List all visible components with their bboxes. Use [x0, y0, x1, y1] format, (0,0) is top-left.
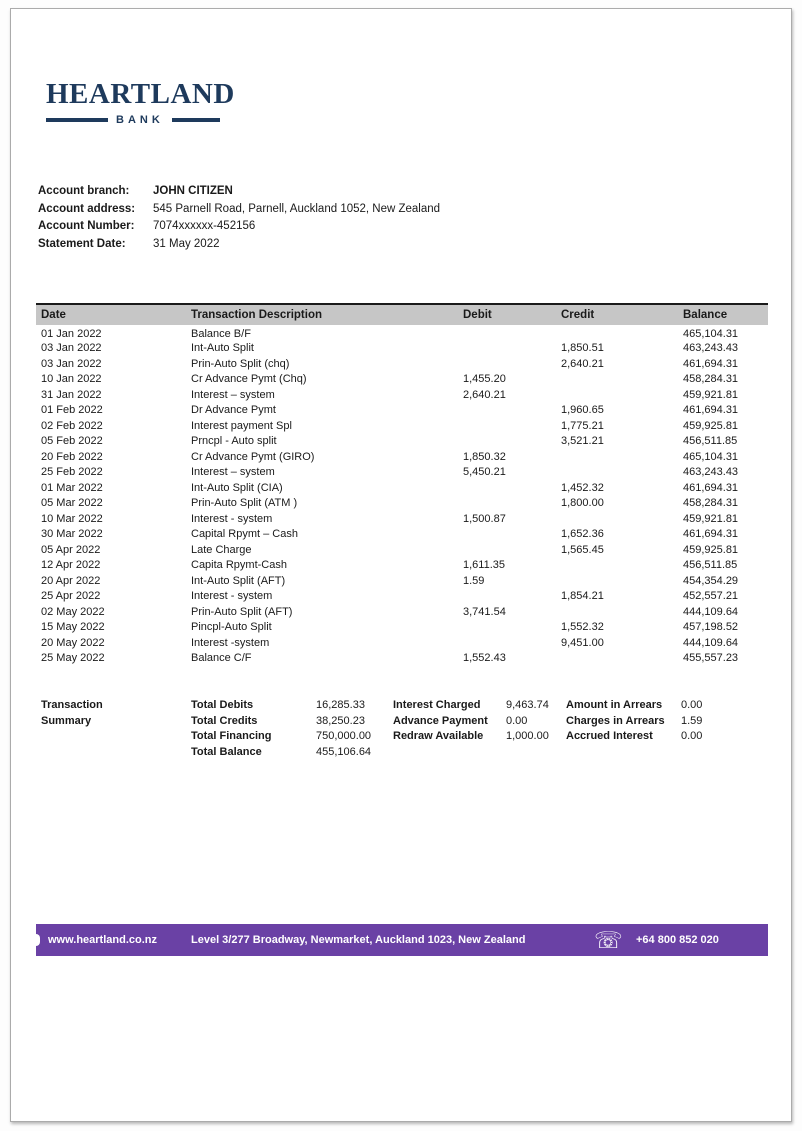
- summary-value: 0.00: [681, 699, 703, 711]
- cell-description: Capita Rpymt-Cash: [191, 559, 287, 572]
- logo-rule-left: [46, 118, 108, 122]
- transaction-table-header: [36, 304, 768, 325]
- summary-value: 1,000.00: [506, 730, 549, 742]
- account-info-label: Account address:: [38, 202, 136, 215]
- account-info-value: 7074xxxxxx-452156: [153, 220, 256, 232]
- summary-label: Total Balance: [191, 745, 262, 758]
- transaction-row: [36, 387, 768, 403]
- cell-debit: 1,850.32: [463, 450, 506, 463]
- cell-date: 02 Feb 2022: [41, 419, 103, 432]
- cell-description: Interest – system: [191, 466, 275, 479]
- cell-date: 25 May 2022: [41, 652, 105, 665]
- cell-description: Interest - system: [191, 590, 273, 603]
- cell-date: 01 Mar 2022: [41, 481, 103, 494]
- summary-row: [566, 714, 702, 730]
- header-debit: Debit: [463, 309, 492, 321]
- cell-date: 03 Jan 2022: [41, 357, 102, 370]
- logo-subtitle-row: [46, 114, 220, 126]
- cell-description: Prin-Auto Split (AFT): [191, 605, 293, 618]
- cell-description: Dr Advance Pymt: [191, 404, 276, 417]
- cell-balance: 452,557.21: [683, 590, 739, 603]
- cell-debit: 1,455.20: [463, 373, 506, 386]
- cell-credit: [561, 511, 683, 527]
- cell-description: Prin-Auto Split (ATM ): [191, 497, 298, 510]
- summary-label: Accrued Interest: [566, 730, 653, 742]
- cell-credit: 3,521.21: [561, 435, 604, 448]
- cell-balance: 461,694.31: [683, 357, 739, 370]
- cell-debit: 1,552.43: [463, 652, 506, 665]
- cell-credit: [561, 372, 683, 388]
- cell-description: Cr Advance Pymt (GIRO): [191, 450, 315, 463]
- summary-value: 1.59: [681, 714, 703, 727]
- summary-row: [566, 698, 702, 714]
- cell-description: Interest payment Spl: [191, 419, 292, 432]
- summary-row: [393, 714, 549, 730]
- transaction-row: [36, 480, 768, 496]
- transaction-rows: [36, 325, 768, 666]
- cell-credit: [561, 449, 683, 465]
- transaction-row: [36, 372, 768, 388]
- summary-row: [393, 698, 549, 714]
- transaction-row: [36, 511, 768, 527]
- cell-date: 20 May 2022: [41, 636, 105, 649]
- cell-description: Balance C/F: [191, 652, 252, 665]
- account-info-value: 31 May 2022: [153, 237, 220, 250]
- phone-icon: ☏: [594, 926, 623, 953]
- cell-debit: [463, 403, 561, 419]
- cell-debit: [463, 341, 561, 357]
- cell-description: Prin-Auto Split (chq): [191, 357, 290, 370]
- cell-description: Int-Auto Split (CIA): [191, 481, 283, 494]
- cell-credit: [561, 387, 683, 403]
- account-info-value: JOHN CITIZEN: [153, 185, 233, 197]
- cell-date: 10 Jan 2022: [41, 373, 102, 386]
- cell-credit: 1,960.65: [561, 404, 604, 417]
- cell-description: Interest – system: [191, 388, 275, 401]
- cell-credit: 1,652.36: [561, 528, 604, 541]
- cell-date: 30 Mar 2022: [41, 528, 103, 541]
- transaction-row: [36, 496, 768, 512]
- transaction-row: [36, 465, 768, 481]
- cell-description: Int-Auto Split: [191, 342, 254, 355]
- cell-date: 05 Feb 2022: [41, 435, 103, 448]
- header-credit: Credit: [561, 309, 595, 321]
- header-date: Date: [41, 309, 66, 321]
- cell-description: Balance B/F: [191, 328, 251, 341]
- cell-balance: 465,104.31: [683, 450, 739, 463]
- cell-debit: [463, 496, 561, 512]
- summary-row: [566, 729, 702, 745]
- summary-title-line1: Transaction: [41, 699, 103, 711]
- cell-date: 05 Apr 2022: [41, 543, 101, 556]
- summary-row: [191, 698, 371, 714]
- footer-bar: [36, 924, 768, 956]
- cell-date: 12 Apr 2022: [41, 559, 101, 572]
- cell-credit: 9,451.00: [561, 636, 604, 649]
- account-info-row: [38, 183, 440, 201]
- transaction-row: [36, 434, 768, 450]
- account-info-label: Statement Date:: [38, 237, 126, 250]
- cell-balance: 465,104.31: [683, 328, 739, 341]
- cell-date: 01 Feb 2022: [41, 404, 103, 417]
- cell-balance: 444,109.64: [683, 605, 739, 618]
- summary-label: Total Financing: [191, 730, 272, 742]
- cell-credit: [561, 573, 683, 589]
- transaction-row: [36, 325, 768, 341]
- cell-balance: 463,243.43: [683, 342, 739, 355]
- cell-credit: [561, 465, 683, 481]
- cell-debit: [463, 356, 561, 372]
- account-info-row: [38, 218, 440, 236]
- cell-date: 25 Feb 2022: [41, 466, 103, 479]
- cell-balance: 463,243.43: [683, 466, 739, 479]
- summary-value: 9,463.74: [506, 699, 549, 711]
- transaction-row: [36, 527, 768, 543]
- cell-debit: [463, 635, 561, 651]
- summary-value: 16,285.33: [316, 699, 365, 711]
- summary-group-interest: [393, 698, 549, 745]
- cell-balance: 461,694.31: [683, 481, 739, 494]
- cell-date: 02 May 2022: [41, 605, 105, 618]
- account-info-row: [38, 201, 440, 219]
- footer-phone-number: +64 800 852 020: [636, 934, 719, 946]
- logo-rule-right: [172, 118, 220, 122]
- header-description: Transaction Description: [191, 309, 323, 321]
- transaction-row: [36, 635, 768, 651]
- cell-debit: 3,741.54: [463, 605, 506, 618]
- cell-balance: 456,511.85: [683, 559, 738, 572]
- cell-credit: 1,565.45: [561, 543, 604, 556]
- transaction-row: [36, 589, 768, 605]
- account-info-value: 545 Parnell Road, Parnell, Auckland 1052, New Zealand: [153, 202, 441, 215]
- account-info: [38, 183, 440, 253]
- transaction-row: [36, 604, 768, 620]
- cell-balance: 458,284.31: [683, 373, 739, 386]
- transaction-row: [36, 542, 768, 558]
- cell-credit: 2,640.21: [561, 357, 604, 370]
- transaction-row: [36, 620, 768, 636]
- summary-label: Total Credits: [191, 714, 258, 727]
- cell-description: Interest - system: [191, 512, 273, 525]
- transaction-row: [36, 558, 768, 574]
- summary-value: 750,000.00: [316, 730, 372, 742]
- transaction-row: [36, 449, 768, 465]
- cell-balance: 454,354.29: [683, 574, 739, 587]
- cell-date: 10 Mar 2022: [41, 512, 103, 525]
- cell-credit: 1,452.32: [561, 481, 604, 494]
- heartland-bank-logo: [46, 78, 235, 126]
- cell-debit: [463, 527, 561, 543]
- summary-value: 38,250.23: [316, 714, 365, 727]
- summary-row: [191, 745, 371, 761]
- logo-subtitle: BANK: [116, 113, 164, 126]
- cell-description: Int-Auto Split (AFT): [191, 574, 286, 587]
- cell-debit: [463, 620, 561, 636]
- cell-debit: 1,500.87: [463, 512, 506, 525]
- transaction-table: [36, 303, 768, 666]
- cell-debit: [463, 325, 561, 341]
- cell-description: Late Charge: [191, 543, 252, 556]
- summary-label: Amount in Arrears: [566, 699, 663, 711]
- footer-website[interactable]: www.heartland.co.nz: [48, 934, 157, 946]
- cell-credit: 1,854.21: [561, 590, 604, 603]
- summary-group-totals: [191, 698, 371, 760]
- transaction-row: [36, 403, 768, 419]
- transaction-row: [36, 341, 768, 357]
- account-info-label: Account Number:: [38, 220, 135, 232]
- statement-page: [10, 8, 792, 1122]
- transaction-row: [36, 573, 768, 589]
- cell-debit: [463, 542, 561, 558]
- summary-title-line2: Summary: [41, 714, 92, 727]
- logo-title: HEARTLAND: [46, 78, 235, 110]
- cell-debit: 2,640.21: [463, 388, 506, 401]
- header-balance: Balance: [683, 309, 728, 321]
- cell-credit: [561, 651, 683, 667]
- cell-date: 05 Mar 2022: [41, 497, 103, 510]
- transaction-row: [36, 356, 768, 372]
- cell-date: 25 Apr 2022: [41, 590, 101, 603]
- cell-balance: 444,109.64: [683, 636, 739, 649]
- cell-credit: 1,850.51: [561, 342, 604, 355]
- cell-debit: [463, 434, 561, 450]
- cell-credit: 1,800.00: [561, 497, 604, 510]
- cell-balance: 455,557.23: [683, 652, 739, 665]
- cell-date: 15 May 2022: [41, 621, 105, 634]
- summary-row: [393, 729, 549, 745]
- cell-balance: 456,511.85: [683, 435, 738, 448]
- cell-balance: 461,694.31: [683, 404, 739, 417]
- transaction-row: [36, 651, 768, 667]
- summary-value: 455,106.64: [316, 745, 372, 758]
- cell-description: Interest -system: [191, 636, 270, 649]
- cell-description: Prncpl - Auto split: [191, 435, 277, 448]
- account-info-row: [38, 236, 440, 254]
- cell-balance: 461,694.31: [683, 528, 739, 541]
- transaction-row: [36, 418, 768, 434]
- cell-balance: 459,921.81: [683, 512, 739, 525]
- cell-balance: 459,925.81: [683, 543, 739, 556]
- summary-label: Advance Payment: [393, 714, 488, 727]
- cell-credit: [561, 558, 683, 574]
- summary-row: [191, 714, 371, 730]
- summary-label: Interest Charged: [393, 699, 481, 711]
- cell-description: Cr Advance Pymt (Chq): [191, 373, 307, 386]
- cell-debit: 1,611.35: [463, 559, 506, 572]
- summary-label: Redraw Available: [393, 730, 484, 742]
- cell-credit: 1,552.32: [561, 621, 604, 634]
- cell-debit: 1.59: [463, 574, 485, 587]
- cell-date: 03 Jan 2022: [41, 342, 102, 355]
- summary-title: [41, 698, 103, 729]
- cell-description: Pincpl-Auto Split: [191, 621, 272, 634]
- summary-value: 0.00: [506, 714, 528, 727]
- summary-label: Charges in Arrears: [566, 714, 665, 727]
- cell-debit: [463, 418, 561, 434]
- cell-balance: 459,925.81: [683, 419, 739, 432]
- cell-debit: [463, 480, 561, 496]
- account-info-label: Account branch:: [38, 185, 130, 197]
- cell-debit: 5,450.21: [463, 466, 506, 479]
- cell-date: 20 Apr 2022: [41, 574, 101, 587]
- cell-balance: 459,921.81: [683, 388, 739, 401]
- cell-debit: [463, 589, 561, 605]
- cell-credit: [561, 604, 683, 620]
- footer-address: Level 3/277 Broadway, Newmarket, Auckland 1023, New Zealand: [191, 934, 526, 946]
- cell-description: Capital Rpymt – Cash: [191, 528, 298, 541]
- summary-value: 0.00: [681, 730, 703, 742]
- cell-balance: 458,284.31: [683, 497, 739, 510]
- cell-credit: [561, 325, 683, 341]
- fold-notch: [35, 934, 40, 946]
- summary-label: Total Debits: [191, 699, 254, 711]
- summary-group-arrears: [566, 698, 702, 745]
- summary-row: [191, 729, 371, 745]
- cell-credit: 1,775.21: [561, 419, 604, 432]
- cell-date: 20 Feb 2022: [41, 450, 103, 463]
- cell-date: 01 Jan 2022: [41, 328, 102, 341]
- cell-date: 31 Jan 2022: [41, 388, 102, 401]
- cell-balance: 457,198.52: [683, 621, 739, 634]
